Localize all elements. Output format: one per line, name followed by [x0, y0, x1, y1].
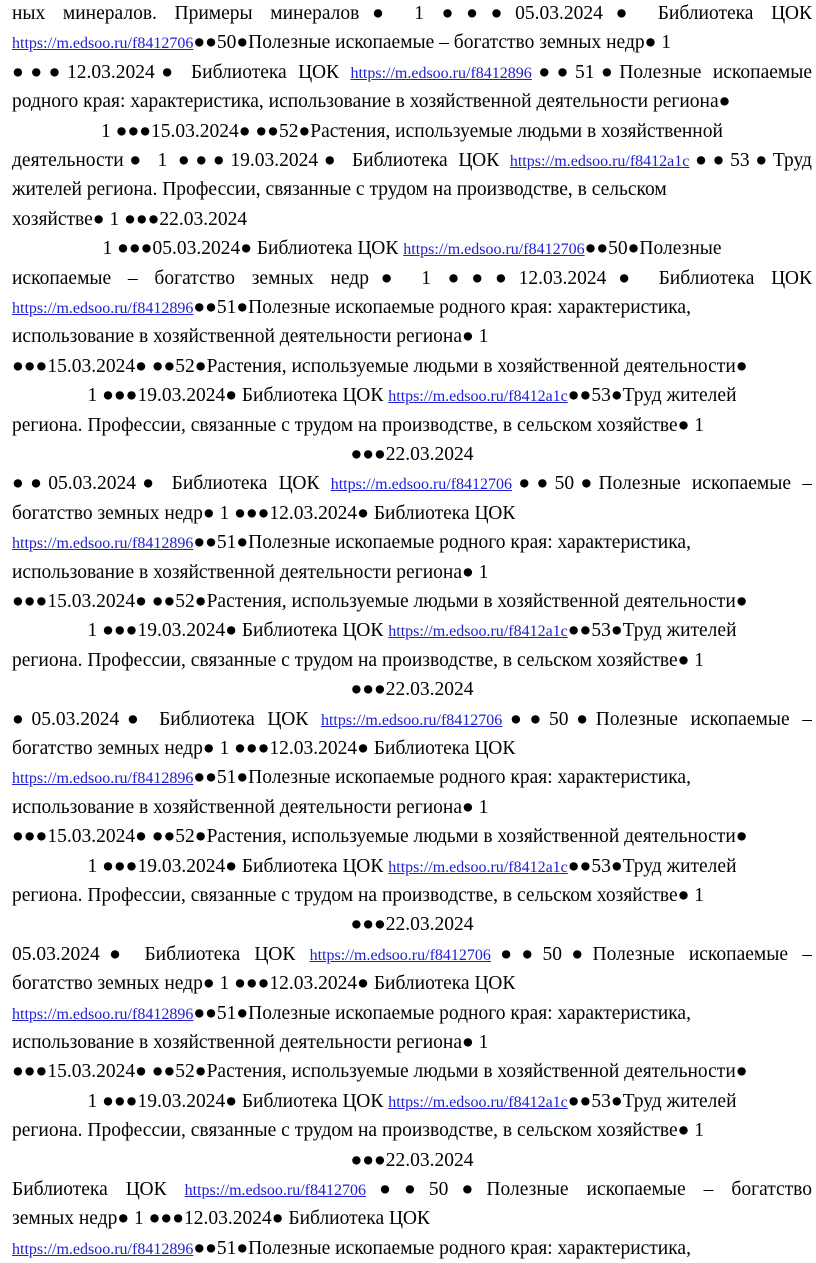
text-line [12, 1235, 812, 1263]
text-segment: ископаемые – богатство земных недр● 1 ●●●12.03.2024● Библиотека ЦОК [12, 267, 812, 289]
text-segment: 1 ●●●19.03.2024● Библиотека ЦОК [87, 385, 389, 407]
text-line [12, 1058, 812, 1087]
library-link[interactable]: https://m.edsoo.ru/f8412706 [12, 35, 194, 53]
text-line [12, 412, 812, 441]
library-link[interactable]: https://m.edsoo.ru/f8412a1c [388, 623, 568, 641]
text-line [12, 118, 812, 147]
text-segment: использование в хозяйственной деятельности региона● 1 [12, 561, 489, 583]
text-line [12, 470, 812, 500]
text-segment: 1 ●●●05.03.2024● Библиотека ЦОК [102, 238, 404, 260]
text-line [12, 1000, 812, 1030]
library-link[interactable]: https://m.edsoo.ru/f8412a1c [388, 1093, 568, 1111]
text-segment: использование в хозяйственной деятельности региона● 1 [12, 326, 489, 348]
library-link[interactable]: https://m.edsoo.ru/f8412896 [12, 300, 194, 317]
text-segment: 05.03.2024● Библиотека ЦОК [12, 943, 310, 965]
library-link[interactable]: https://m.edsoo.ru/f8412896 [12, 1240, 194, 1258]
text-line [12, 882, 812, 911]
text-segment: региона. Профессии, связанные с трудом на производстве, в сельском хозяйстве● 1 [12, 885, 705, 906]
library-link[interactable]: https://m.edsoo.ru/f8412706 [184, 1182, 366, 1199]
library-link[interactable]: https://m.edsoo.ru/f8412a1c [509, 153, 690, 170]
text-segment: ●●●15.03.2024● ●●52●Растения, используемые людьми в хозяйственной деятельности● [12, 1061, 748, 1083]
text-segment: ●●●22.03.2024 [350, 1149, 474, 1171]
text-segment: 1 ●●●15.03.2024● ●●52●Растения, используемые людьми в хозяйственной [101, 120, 723, 142]
text-segment: земных недр● 1 ●●●12.03.2024● Библиотека ЦОК [12, 1208, 430, 1230]
text-line [12, 500, 812, 529]
text-segment: ●●●15.03.2024● ●●52●Растения, используемые людьми в хозяйственной деятельности● [12, 826, 748, 848]
library-link[interactable]: https://m.edsoo.ru/f8412706 [320, 711, 503, 729]
text-line [12, 970, 812, 999]
text-segment: ●●05.03.2024● Библиотека ЦОК [12, 473, 331, 495]
library-link[interactable]: https://m.edsoo.ru/f8412a1c [388, 858, 568, 876]
text-segment: ●●51●Полезные ископаемые родного края: характеристика, [193, 767, 691, 789]
text-line [12, 1088, 812, 1118]
text-segment: ●●50●Полезные ископаемые – [512, 473, 812, 495]
text-line [12, 1205, 812, 1234]
text-line [12, 735, 812, 764]
text-line [12, 676, 812, 705]
text-line [12, 529, 812, 559]
text-line [12, 1147, 812, 1176]
text-segment: ●●51●Полезные ископаемые родного края: характеристика, [193, 297, 691, 318]
text-segment: ●●●22.03.2024 [350, 679, 474, 701]
text-segment: богатство земных недр● 1 ●●●12.03.2024● Библиотека ЦОК [12, 738, 516, 759]
text-segment: ●●51●Полезные ископаемые родного края: характеристика, [193, 532, 691, 554]
text-segment: ●●53●Труд жителей [567, 855, 737, 877]
text-segment: деятельности● 1 ●●●19.03.2024● Библиотека ЦОК [12, 150, 510, 171]
text-segment: жителей региона. Профессии, связанные с трудом на производстве, в сельском [12, 179, 667, 201]
text-line [12, 647, 812, 676]
text-segment: ●●●15.03.2024● ●●52●Растения, используемые людьми в хозяйственной деятельности● [12, 355, 748, 377]
text-segment: ●●51●Полезные ископаемые родного края: характеристика, [193, 1237, 691, 1259]
text-segment: ●●●22.03.2024 [350, 914, 474, 936]
text-line [12, 941, 812, 971]
text-line [12, 617, 812, 647]
text-segment: ●●●15.03.2024● ●●52●Растения, используемые людьми в хозяйственной деятельности● [12, 591, 748, 612]
text-segment: региона. Профессии, связанные с трудом на производстве, в сельском хозяйстве● 1 [12, 1120, 705, 1142]
text-segment: ●●50●Полезные [584, 238, 722, 260]
text-segment: ●●●12.03.2024● Библиотека ЦОК [12, 61, 351, 83]
text-segment: ●●53●Труд жителей [567, 385, 737, 407]
text-segment: родного края: характеристика, использование в хозяйственной деятельности региона● [12, 91, 731, 113]
text-segment: 1 ●●●19.03.2024● Библиотека ЦОК [87, 855, 389, 877]
text-segment: ●●50●Полезные ископаемые – [502, 708, 812, 730]
text-line [12, 1117, 812, 1146]
text-line [12, 382, 812, 412]
text-segment: ●●51●Полезные ископаемые [531, 61, 812, 83]
text-segment: ●●51●Полезные ископаемые родного края: характеристика, [193, 1002, 691, 1024]
text-line [12, 1176, 812, 1206]
text-line [12, 176, 812, 205]
text-line [12, 353, 812, 382]
text-line [12, 235, 812, 265]
text-line [12, 294, 812, 324]
library-link[interactable]: https://m.edsoo.ru/f8412896 [12, 1005, 194, 1023]
library-link[interactable]: https://m.edsoo.ru/f8412706 [403, 241, 585, 259]
text-line [12, 559, 812, 588]
text-line [12, 59, 812, 89]
text-segment: богатство земных недр● 1 ●●●12.03.2024● Библиотека ЦОК [12, 973, 516, 995]
library-link[interactable]: https://m.edsoo.ru/f8412706 [330, 476, 513, 494]
text-segment: ●05.03.2024● Библиотека ЦОК [12, 708, 321, 730]
library-link[interactable]: https://m.edsoo.ru/f8412706 [309, 946, 491, 964]
text-line [12, 441, 812, 470]
text-segment: богатство земных недр● 1 ●●●12.03.2024● Библиотека ЦОК [12, 502, 516, 524]
text-line [12, 588, 812, 617]
text-line [12, 265, 812, 294]
library-link[interactable]: https://m.edsoo.ru/f8412896 [12, 535, 194, 553]
text-segment: ●●53●Труд [689, 150, 812, 171]
text-segment: использование в хозяйственной деятельности региона● 1 [12, 796, 489, 818]
text-segment: использование в хозяйственной деятельности региона● 1 [12, 1032, 489, 1053]
text-segment: ●●50●Полезные ископаемые – [490, 943, 812, 965]
library-link[interactable]: https://m.edsoo.ru/f8412a1c [388, 388, 568, 406]
library-link[interactable]: https://m.edsoo.ru/f8412896 [12, 770, 194, 788]
text-segment: ных минералов. Примеры минералов● 1 ●●●05.03.2024● Библиотека ЦОК [12, 3, 812, 24]
text-line [12, 147, 812, 177]
text-segment: региона. Профессии, связанные с трудом на производстве, в сельском хозяйстве● 1 [12, 414, 705, 436]
text-segment: хозяйстве● 1 ●●●22.03.2024 [12, 208, 248, 230]
text-line [12, 823, 812, 852]
text-line [12, 1029, 812, 1058]
text-segment: 1 ●●●19.03.2024● Библиотека ЦОК [87, 1090, 389, 1112]
text-line [12, 794, 812, 823]
text-line [12, 764, 812, 794]
text-line [12, 29, 812, 59]
text-segment: ●●50●Полезные ископаемые – богатство [365, 1179, 812, 1200]
library-link[interactable]: https://m.edsoo.ru/f8412896 [350, 64, 532, 82]
text-line [12, 911, 812, 940]
text-segment: региона. Профессии, связанные с трудом на производстве, в сельском хозяйстве● 1 [12, 649, 705, 671]
text-segment: 1 ●●●19.03.2024● Библиотека ЦОК [87, 620, 389, 642]
text-line [12, 0, 812, 29]
text-segment: Библиотека ЦОК [12, 1179, 185, 1200]
text-segment: ●●53●Труд жителей [567, 620, 737, 642]
text-line [12, 88, 812, 117]
text-segment: ●●50●Полезные ископаемые – богатство земных недр● 1 [193, 32, 672, 54]
text-line [12, 206, 812, 235]
text-segment: ●●●22.03.2024 [350, 444, 474, 465]
text-segment: ●●53●Труд жителей [567, 1090, 737, 1112]
text-line [12, 706, 812, 736]
text-line [12, 853, 812, 883]
text-line [12, 323, 812, 352]
